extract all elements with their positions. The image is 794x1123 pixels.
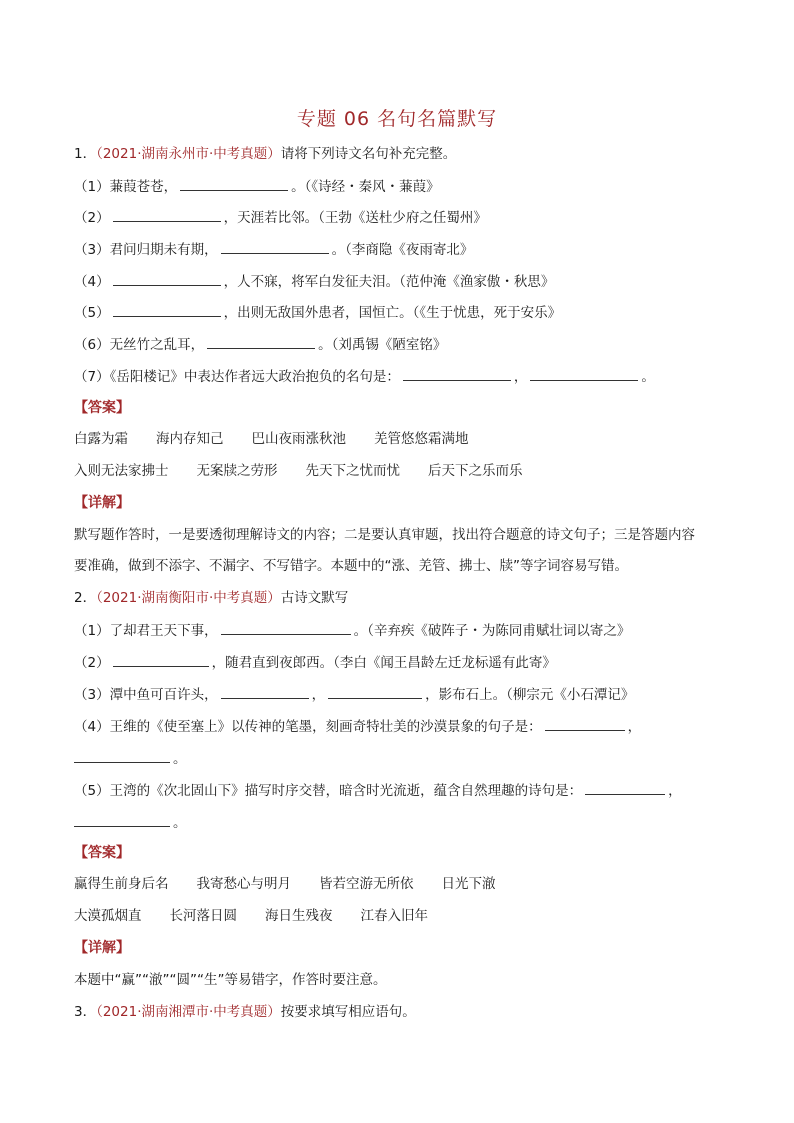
answer-blank[interactable] xyxy=(207,334,315,349)
question-source: （2021·湖南衡阳市·中考真题） xyxy=(96,590,281,606)
q1-item-3 xyxy=(74,239,473,260)
question-source: （2021·湖南湘潭市·中考真题） xyxy=(96,1004,281,1020)
answer-blank[interactable] xyxy=(221,239,329,254)
item-text: 。（李商隐《夜雨寄北》 xyxy=(331,242,474,258)
q1-item-7 xyxy=(74,366,655,387)
answer-blank[interactable] xyxy=(221,620,351,635)
detail-label: 【详解】 xyxy=(74,940,130,956)
answers-row xyxy=(74,461,551,481)
q1-item-5 xyxy=(74,302,561,323)
item-text: ，天涯若比邻。（王勃《送杜少府之任蜀州》 xyxy=(223,210,487,226)
question-stem: 按要求填写相应语句。 xyxy=(280,1004,416,1020)
answer-blank[interactable] xyxy=(113,302,221,317)
item-text: 。 xyxy=(173,751,187,767)
answer-text: 白露为霜 xyxy=(74,431,128,447)
item-text: （5） xyxy=(74,305,110,321)
item-text: ，影布石上。（柳宗元《小石潭记》 xyxy=(425,687,635,703)
question-number: 1． xyxy=(74,146,97,162)
answer-blank[interactable] xyxy=(328,684,422,699)
item-text: 。（辛弃疾《破阵子・为陈同甫赋壮词以寄之》 xyxy=(353,623,631,639)
answers-row xyxy=(74,429,497,449)
answer-label: 【答案】 xyxy=(74,400,130,416)
detail-label: 【详解】 xyxy=(74,495,130,511)
item-text: （4） xyxy=(74,274,110,290)
question-stem: 古诗文默写 xyxy=(280,590,349,606)
answer-blank[interactable] xyxy=(403,366,511,381)
detail-text: 要准确，做到不添字、不漏字、不写错字。本题中的“涨、羌管、拂士、牍”等字词容易写错。 xyxy=(74,558,628,574)
question-1-header xyxy=(74,144,456,164)
answer-text: 赢得生前身后名 xyxy=(74,876,169,892)
item-text: ，人不寐，将军白发征夫泪。（范仲淹《渔家傲・秋思》 xyxy=(223,274,555,290)
answers-row xyxy=(74,874,524,894)
item-text: 。（刘禹锡《陋室铭》 xyxy=(318,337,447,353)
answer-blank[interactable] xyxy=(585,780,665,795)
item-text: （2） xyxy=(74,210,110,226)
q2-item-4 xyxy=(74,716,641,737)
item-text: ，出则无敌国外患者，国恒亡。（《生于忧患，死于安乐》 xyxy=(223,305,562,321)
answer-text: 长河落日圆 xyxy=(169,908,237,924)
item-text: （4）王维的《使至塞上》以传神的笔墨，刻画奇特壮美的沙漠景象的句子是： xyxy=(74,719,542,735)
answer-text: 无案牍之劳形 xyxy=(196,463,278,479)
item-text: ， xyxy=(668,783,682,799)
q2-item-2 xyxy=(74,652,556,673)
answer-text: 江春入旧年 xyxy=(360,908,428,924)
detail-text: 默写题作答时，一是要透彻理解诗文的内容；二是要认真审题，找出符合题意的诗文句子；三是答题内容 xyxy=(74,527,695,543)
page-title: 专题 06 名句名篇默写 xyxy=(296,108,498,130)
q1-item-1 xyxy=(74,176,440,197)
item-text: 。 xyxy=(173,815,187,831)
q2-item-1 xyxy=(74,620,630,641)
item-text: ， xyxy=(311,687,326,703)
item-text: （5）王湾的《次北固山下》描写时序交替，暗含时光流逝，蕴含自然理趣的诗句是： xyxy=(74,783,583,799)
item-text: ， xyxy=(513,369,528,385)
item-text: （3）潭中鱼可百许头， xyxy=(74,687,218,703)
item-text: ， xyxy=(627,719,642,735)
answer-text: 海日生残夜 xyxy=(265,908,333,924)
answer-text: 羌管悠悠霜满地 xyxy=(374,431,469,447)
answer-text: 先天下之忧而忧 xyxy=(305,463,400,479)
answer-text: 后天下之乐而乐 xyxy=(428,463,523,479)
answer-blank[interactable] xyxy=(74,748,170,763)
question-3-header xyxy=(74,1002,416,1022)
answer-text: 日光下澈 xyxy=(441,876,496,892)
question-number: 3． xyxy=(74,1004,97,1020)
item-text: （7）《岳阳楼记》中表达作者远大政治抱负的名句是： xyxy=(74,369,400,385)
detail-text: 本题中“赢”“澈”“圆”“生”等易错字，作答时要注意。 xyxy=(74,972,387,988)
answer-text: 大漠孤烟直 xyxy=(74,908,142,924)
q1-item-2 xyxy=(74,207,487,228)
q2-item-5-cont xyxy=(74,812,187,833)
question-number: 2． xyxy=(74,590,97,606)
answer-text: 巴山夜雨涨秋池 xyxy=(251,431,346,447)
question-2-header xyxy=(74,588,348,608)
answer-blank[interactable] xyxy=(545,716,625,731)
answer-blank[interactable] xyxy=(113,207,221,222)
answer-blank[interactable] xyxy=(530,366,638,381)
question-stem: 请将下列诗文名句补充完整。 xyxy=(280,146,457,162)
answer-text: 皆若空游无所依 xyxy=(319,876,414,892)
answer-blank[interactable] xyxy=(221,684,309,699)
answer-text: 入则无法家拂士 xyxy=(74,463,169,479)
answer-text: 海内存知己 xyxy=(156,431,224,447)
item-text: ，随君直到夜郎西。（李白《闻王昌龄左迁龙标遥有此寄》 xyxy=(211,655,556,671)
q2-item-3 xyxy=(74,684,634,705)
item-text: （3）君问归期未有期， xyxy=(74,242,218,258)
answer-text: 我寄愁心与明月 xyxy=(196,876,291,892)
answer-blank[interactable] xyxy=(180,176,288,191)
item-text: （1）了却君王天下事， xyxy=(74,623,218,639)
q2-item-4-cont xyxy=(74,748,187,769)
answer-label: 【答案】 xyxy=(74,845,130,861)
item-text: （6）无丝竹之乱耳， xyxy=(74,337,205,353)
q1-item-4 xyxy=(74,271,554,292)
answer-blank[interactable] xyxy=(74,812,170,827)
question-source: （2021·湖南永州市·中考真题） xyxy=(96,146,281,162)
answer-blank[interactable] xyxy=(113,271,221,286)
q2-item-5 xyxy=(74,780,682,801)
answer-blank[interactable] xyxy=(113,652,209,667)
item-text: （1）蒹葭苍苍， xyxy=(74,179,178,195)
item-text: （2） xyxy=(74,655,110,671)
answers-row xyxy=(74,906,456,926)
item-text: 。 xyxy=(641,369,655,385)
q1-item-6 xyxy=(74,334,446,355)
item-text: 。（《诗经・秦风・蒹葭》 xyxy=(291,179,440,195)
